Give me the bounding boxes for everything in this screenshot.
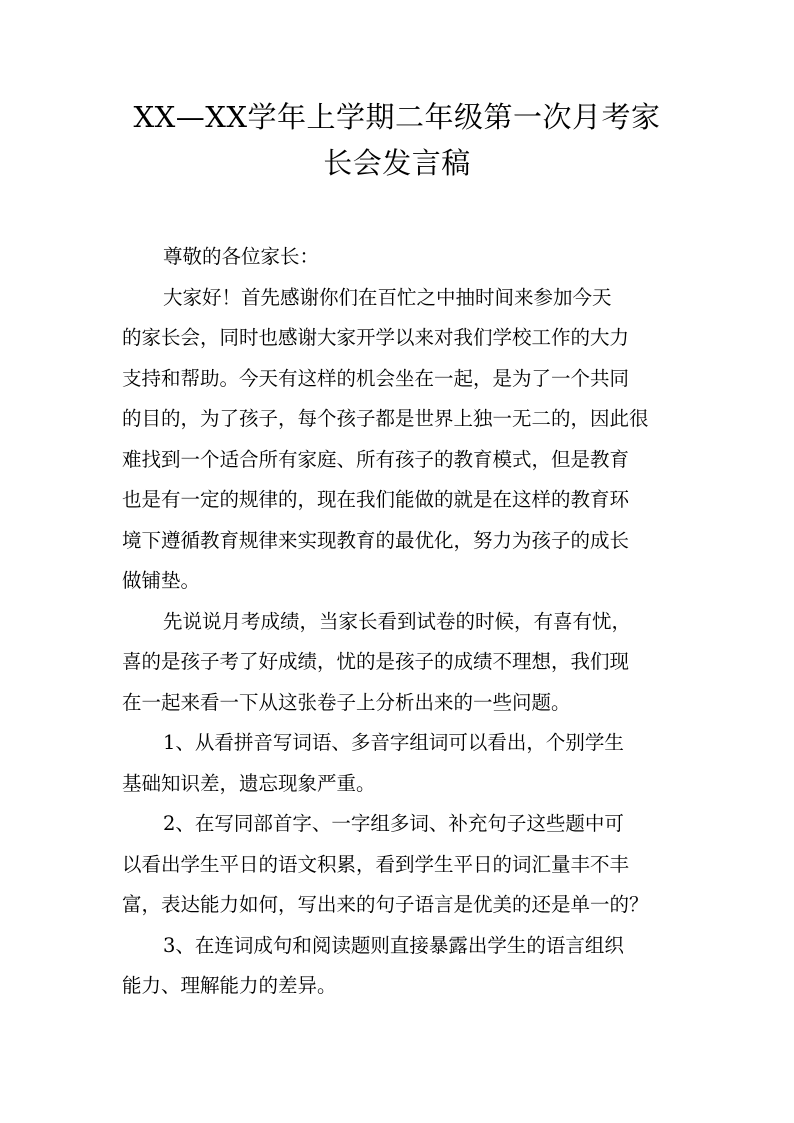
title-line-2: 长会发言稿 bbox=[323, 146, 471, 180]
paragraph-line: 在一起来看一下从这张卷子上分析出来的一些问题。 bbox=[122, 690, 571, 714]
list-item-line: 2、在写同部首字、一字组多词、补充句子这些题中可 bbox=[163, 812, 624, 835]
list-item-line: 基础知识差，遗忘现象严重。 bbox=[122, 771, 376, 795]
list-item-line: 能力、理解能力的差异。 bbox=[122, 974, 337, 997]
salutation: 尊敬的各位家长： bbox=[163, 245, 320, 268]
list-item-line: 1、从看拼音写词语、多音字组词可以看出，个别学生 bbox=[163, 731, 624, 754]
list-item-line: 3、在连词成句和阅读题则直接暴露出学生的语言组织 bbox=[163, 933, 624, 957]
paragraph-line: 境下遵循教育规律来实现教育的最优化，努力为孩子的成长 bbox=[122, 528, 630, 552]
title-line-1: XX—XX学年上学期二年级第一次月考家 bbox=[133, 100, 661, 134]
list-item-line: 富，表达能力如何，写出来的句子语言是优美的还是单一的？ bbox=[122, 893, 649, 916]
paragraph-line: 也是有一定的规律的，现在我们能做的就是在这样的教育环 bbox=[122, 488, 630, 511]
document-body bbox=[122, 237, 682, 1007]
paragraph-line: 大家好！首先感谢你们在百忙之中抽时间来参加今天 bbox=[163, 285, 612, 309]
paragraph-line: 做铺垫。 bbox=[122, 569, 201, 592]
document-title bbox=[0, 94, 794, 186]
list-item-line: 以看出学生平日的语文积累，看到学生平日的词汇量丰不丰 bbox=[122, 852, 630, 876]
paragraph-line: 支持和帮助。今天有这样的机会坐在一起，是为了一个共同 bbox=[122, 366, 630, 390]
paragraph-line: 的家长会，同时也感谢大家开学以来对我们学校工作的大力 bbox=[122, 326, 630, 349]
paragraph-line: 先说说月考成绩，当家长看到试卷的时候，有喜有忧， bbox=[163, 609, 632, 633]
paragraph-line: 的目的，为了孩子，每个孩子都是世界上独一无二的，因此很 bbox=[122, 407, 649, 430]
paragraph-line: 喜的是孩子考了好成绩，忧的是孩子的成绩不理想，我们现 bbox=[122, 650, 630, 673]
paragraph-line: 难找到一个适合所有家庭、所有孩子的教育模式，但是教育 bbox=[122, 447, 630, 471]
